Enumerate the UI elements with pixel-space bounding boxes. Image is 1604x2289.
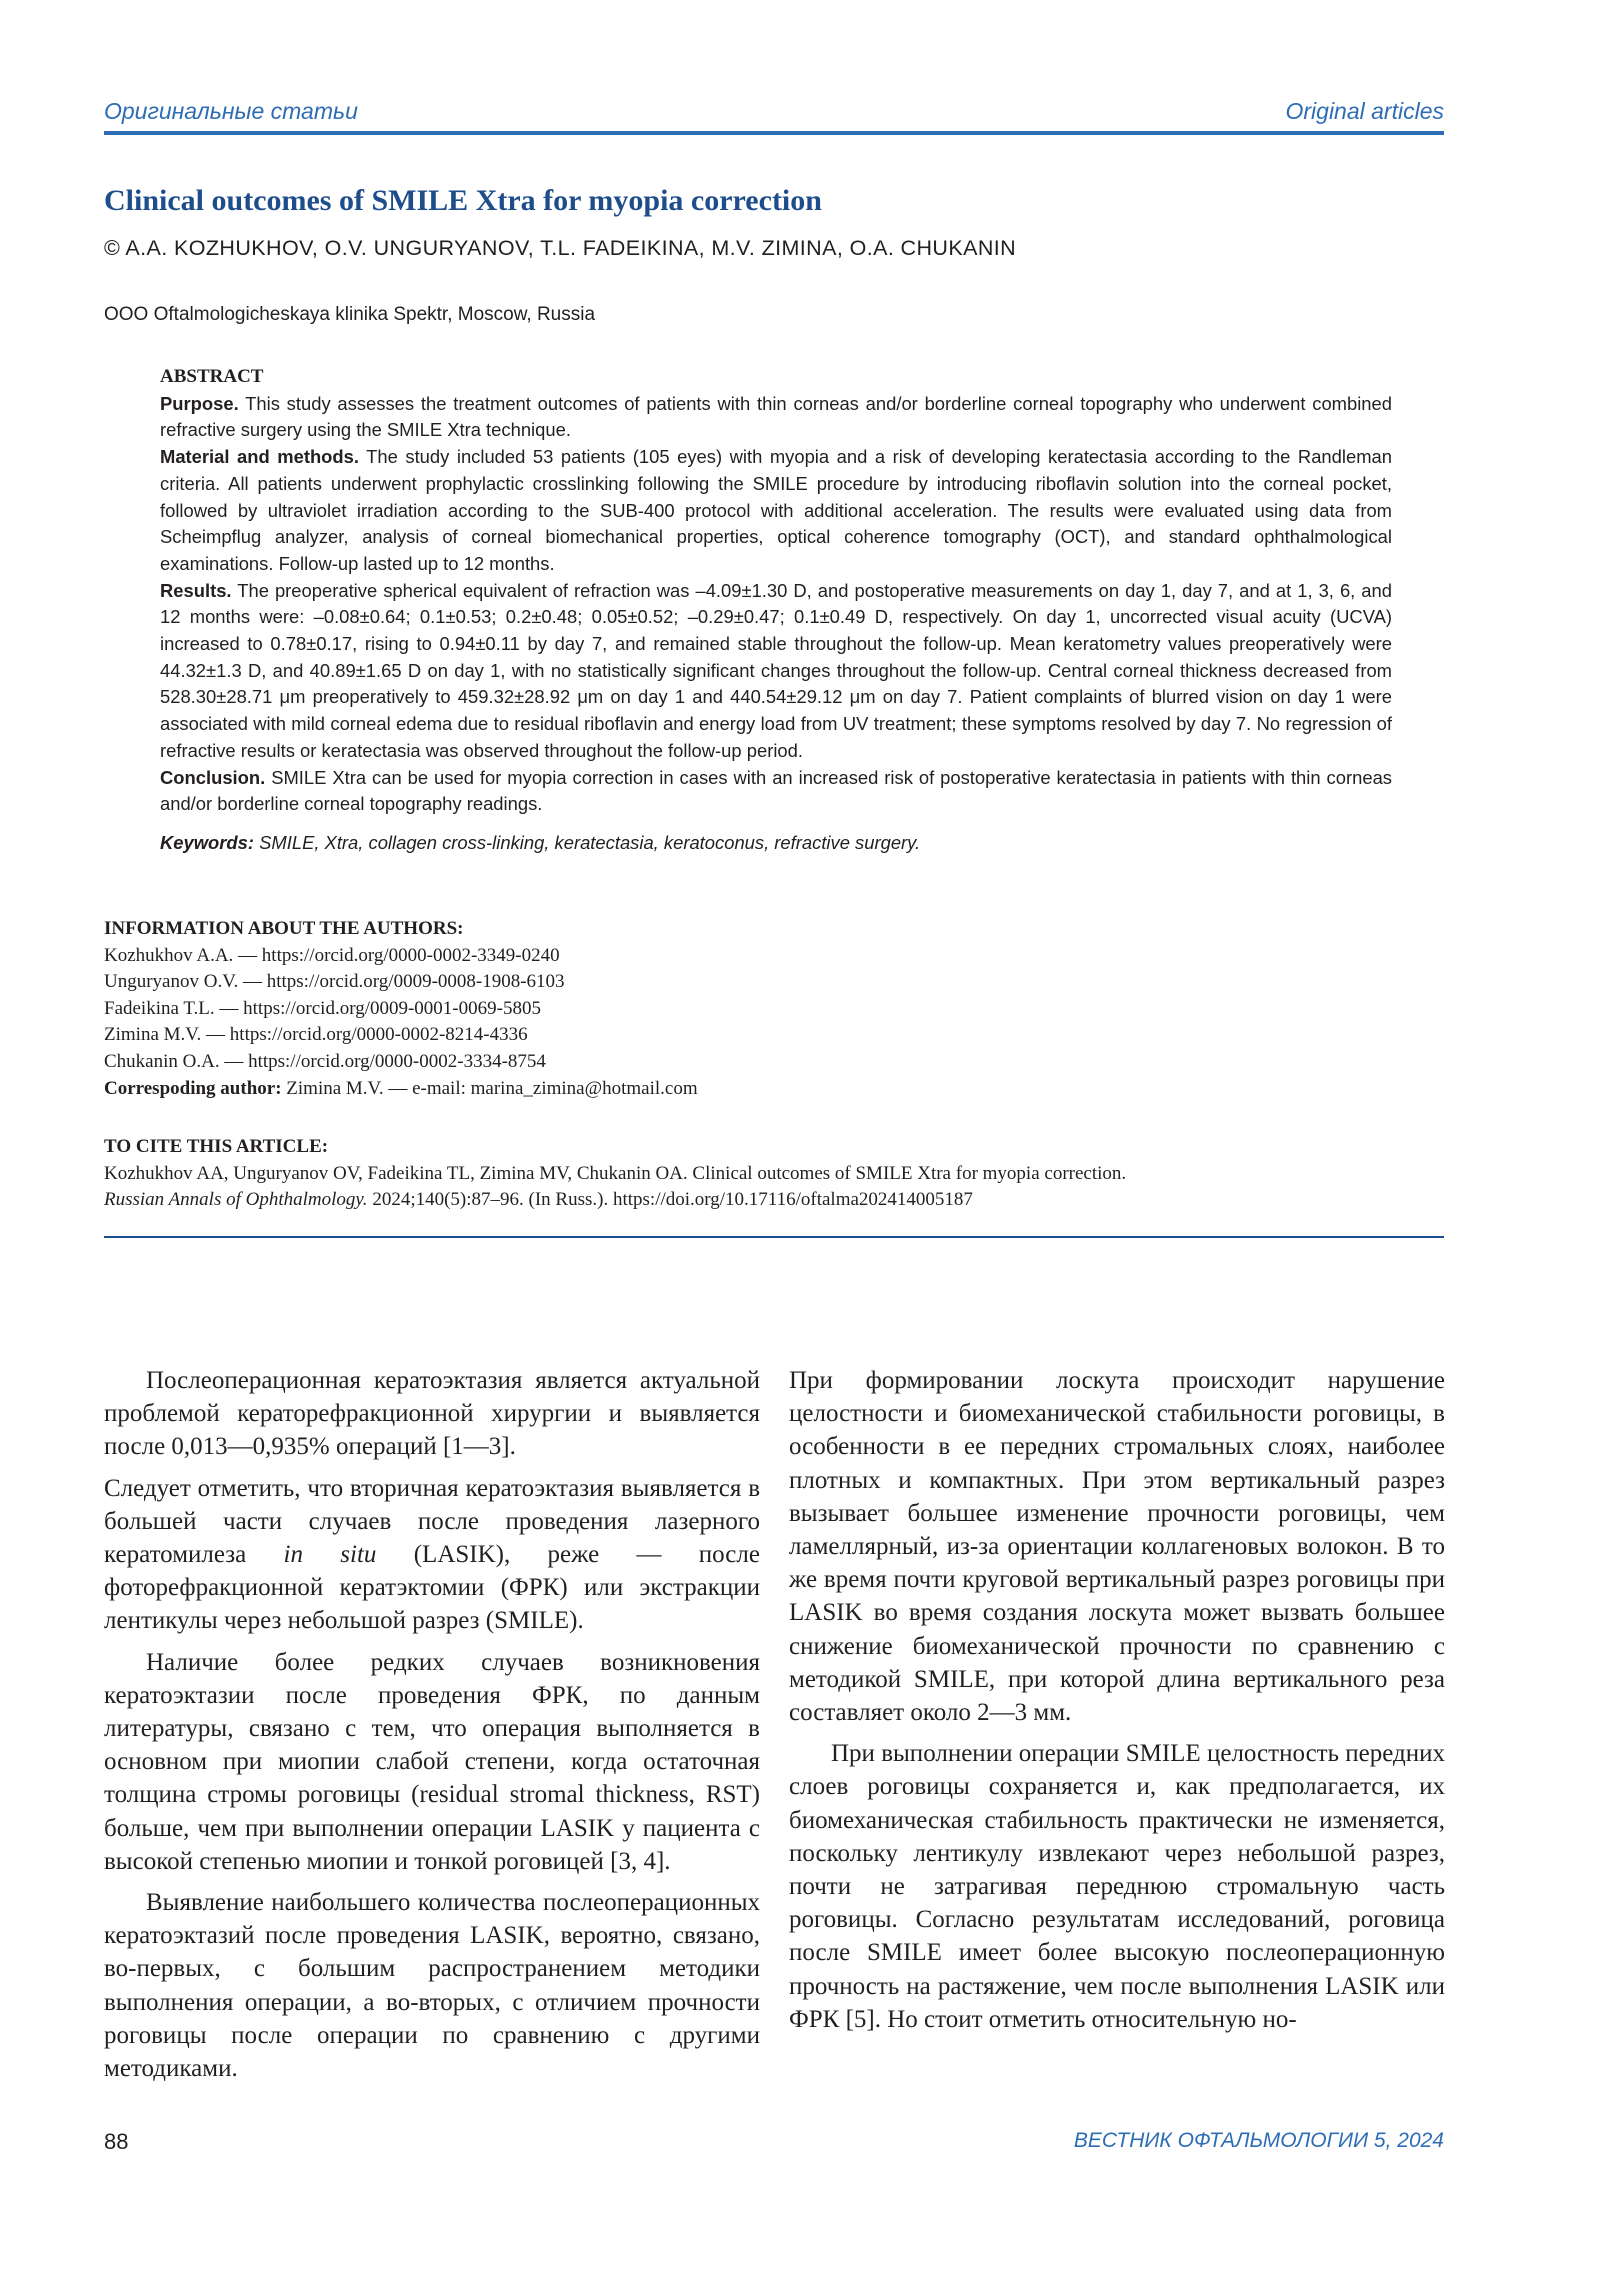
abstract-purpose xyxy=(160,391,1392,444)
methods-text: The study included 53 patients (105 eyes) with myopia and a risk of developing keratectasia according to the Randleman criteria. All patients underwent prophylactic crosslinking following the SMILE procedure by introducing riboflavin solution into the corneal pocket, followed by ultraviolet irradiation according to the SUB-400 protocol with additional acceleration. The results were evaluated using data from Scheimpflug analyzer, analysis of corneal biomechanical properties, optical coherence tomography (OCT), and standard ophthalmological examinations. Follow-up lasted up to 12 months. xyxy=(160,446,1392,574)
keywords xyxy=(160,830,1392,857)
purpose-text: This study assesses the treatment outcomes of patients with thin corneas and/or borderline corneal topography who underwent combined refractive surgery using the SMILE Xtra technique. xyxy=(160,392,1392,441)
conclusion-text: SMILE Xtra can be used for myopia correction in cases with an increased risk of postoperative keratectasia in patients with thin corneas and/or borderline corneal topography readings. xyxy=(160,766,1392,815)
section-header: Оригинальные статьи xyxy=(104,98,358,124)
body-paragraph xyxy=(104,1472,760,1638)
body-column-left xyxy=(104,1364,760,2093)
citation-heading: TO CITE THIS ARTICLE: xyxy=(104,1136,329,1157)
results-text: The preoperative spherical equivalent of refraction was –4.09±1.30 D, and postoperative measurements on day 1, day 7, and at 1, 3, 6, and 12 months were: –0.08±0.64; 0.1±0.53; 0.2±0.48; 0.05±0.52; –0.29±0.47; 0.1±0.49 D, respectively. On day 1, uncorrected visual acuity (UCVA) increased to 0.78±0.17, rising to 0.94±0.11 by day 7, and remained stable throughout the follow-up. Mean keratometry values preoperatively were 44.32±1.3 D, and 40.89±1.65 D on day 1, with no statistically significant changes throughout the follow-up. Central corneal thickness decreased from 528.30±28.71 μm preoperatively to 459.32±28.92 μm on day 1 and 440.54±29.12 μm on day 7. Patient complaints of blurred vision on day 1 were associated with mild corneal edema due to residual riboflavin and energy load from UV treatment; these symptoms resolved by day 7. No regression of refractive results or keratectasia was observed throughout the follow-up period. xyxy=(160,579,1392,761)
abstract-conclusion xyxy=(160,765,1392,818)
body-paragraph: При выполнении операции SMILE целостность передних слоев роговицы сохраняется и, как предполагается, их биомеханическая стабильность практически не изменяется, поскольку лентикулу извлекают через небольшой разрез, почти не затрагивая переднюю стромальную часть роговицы. Согласно результатам исследований, роговица после SMILE имеет более высокую послеоперационную прочность на растяжение, чем после выполнения LASIK или ФРК [5]. Но стоит отметить относительную но- xyxy=(789,1740,1445,2033)
author-orcid-line: Unguryanov O.V. — https://orcid.org/0009-0008-1908-6103 xyxy=(104,971,565,993)
purpose-label: Purpose. xyxy=(160,392,239,414)
body-paragraph: Выявление наибольшего количества послеоперационных кератоэктазий после проведения LASIK, вероятно, связано, во-первых, с большим распространением методики выполнения операции, а во-вторых, с отличием прочности роговицы после операции по сравнению с другими методиками. xyxy=(104,1889,760,2083)
keywords-text: SMILE, Xtra, collagen cross-linking, keratectasia, keratoconus, refractive surgery. xyxy=(254,831,921,853)
corr-label: Correspoding author: xyxy=(104,1077,282,1099)
author-orcid-line: Zimina M.V. — https://orcid.org/0000-0002-8214-4336 xyxy=(104,1024,528,1046)
abstract-methods xyxy=(160,444,1392,578)
corresponding-author xyxy=(104,1076,698,1103)
author-orcid-line: Chukanin O.A. — https://orcid.org/0000-0002-3334-8754 xyxy=(104,1050,546,1072)
affiliation: OOO Oftalmologicheskaya klinika Spektr, Moscow, Russia xyxy=(104,304,596,325)
article-title: Clinical outcomes of SMILE Xtra for myopia correction xyxy=(104,184,822,217)
results-label: Results. xyxy=(160,579,232,601)
journal-footer: ВЕСТНИК ОФТАЛЬМОЛОГИИ 5, 2024 xyxy=(1073,2129,1444,2152)
body-paragraph: Послеоперационная кератоэктазия является актуальной проблемой кераторефракционной хирургии и выявляется после 0,013—0,935% операций [1—3]. xyxy=(104,1367,760,1461)
abstract-heading: ABSTRACT xyxy=(160,366,264,387)
citation-block xyxy=(104,1134,1126,1214)
body-column-right xyxy=(789,1364,1445,2044)
body-text: Следует отметить, что вторичная кератоэктазия выявляется в большей части случаев после проведения лазерного кератомилеза xyxy=(104,1474,760,1569)
abstract xyxy=(160,364,1392,857)
corr-text: Zimina M.V. — e-mail: marina_zimina@hotmail.com xyxy=(281,1077,698,1099)
authors-info-heading: INFORMATION ABOUT THE AUTHORS: xyxy=(104,918,464,939)
section-rule xyxy=(104,1236,1444,1238)
header-rule xyxy=(104,131,1444,135)
citation-journal: Russian Annals of Ophthalmology. xyxy=(104,1189,368,1211)
authors-info xyxy=(104,916,698,1102)
body-text: (LASIK), реже — после фоторефракционной кератэктомии (ФРК) или экстракции лентикулы через небольшой разрез (SMILE). xyxy=(104,1541,760,1635)
body-paragraph: Наличие более редких случаев возникновения кератоэктазии после проведения ФРК, по данным литературы, связано с тем, что операция выполняется в основном при миопии слабой степени, когда остаточная толщина стромы роговицы (residual stromal thickness, RST) больше, чем при выполнении операции LASIK у пациента с высокой степенью миопии и тонкой роговицей [3, 4]. xyxy=(104,1648,760,1875)
keywords-label: Keywords: xyxy=(160,831,255,853)
citation-line: Kozhukhov AA, Unguryanov OV, Fadeikina TL, Zimina MV, Chukanin OA. Clinical outcomes of SMILE Xtra for myopia correction. xyxy=(104,1162,1127,1184)
abstract-results xyxy=(160,578,1392,765)
article-authors: © A.A. KOZHUKHOV, O.V. UNGURYANOV, T.L. FADEIKINA, M.V. ZIMINA, O.A. CHUKANIN xyxy=(104,236,1017,260)
conclusion-label: Conclusion. xyxy=(160,766,266,788)
author-orcid-line: Kozhukhov A.A. — https://orcid.org/0000-0002-3349-0240 xyxy=(104,944,560,966)
methods-label: Material and methods. xyxy=(160,446,359,468)
page-number: 88 xyxy=(104,2129,129,2154)
author-orcid-line: Fadeikina T.L. — https://orcid.org/0009-0001-0069-5805 xyxy=(104,997,541,1019)
body-italic: in situ xyxy=(283,1541,377,1569)
citation-line-2 xyxy=(104,1187,1126,1214)
body-paragraph: При формировании лоскута происходит нарушение целостности и биомеханической стабильности роговицы, в особенности в ее передних стромальных слоях, наиболее плотных и компактных. При этом вертикальный разрез вызывает большее изменение прочности роговицы, чем ламеллярный, из-за ориентации коллагеновых волокон. В то же время почти круговой вертикальный разрез роговицы при LASIK во время создания лоскута может вызвать большее снижение биомеханической прочности по сравнению с методикой SMILE, при которой длина вертикального реза составляет около 2—3 мм. xyxy=(789,1367,1445,1727)
section-header-en: Original articles xyxy=(1285,98,1444,124)
citation-details: 2024;140(5):87–96. (In Russ.). https://doi.org/10.17116/oftalma202414005187 xyxy=(367,1189,973,1211)
